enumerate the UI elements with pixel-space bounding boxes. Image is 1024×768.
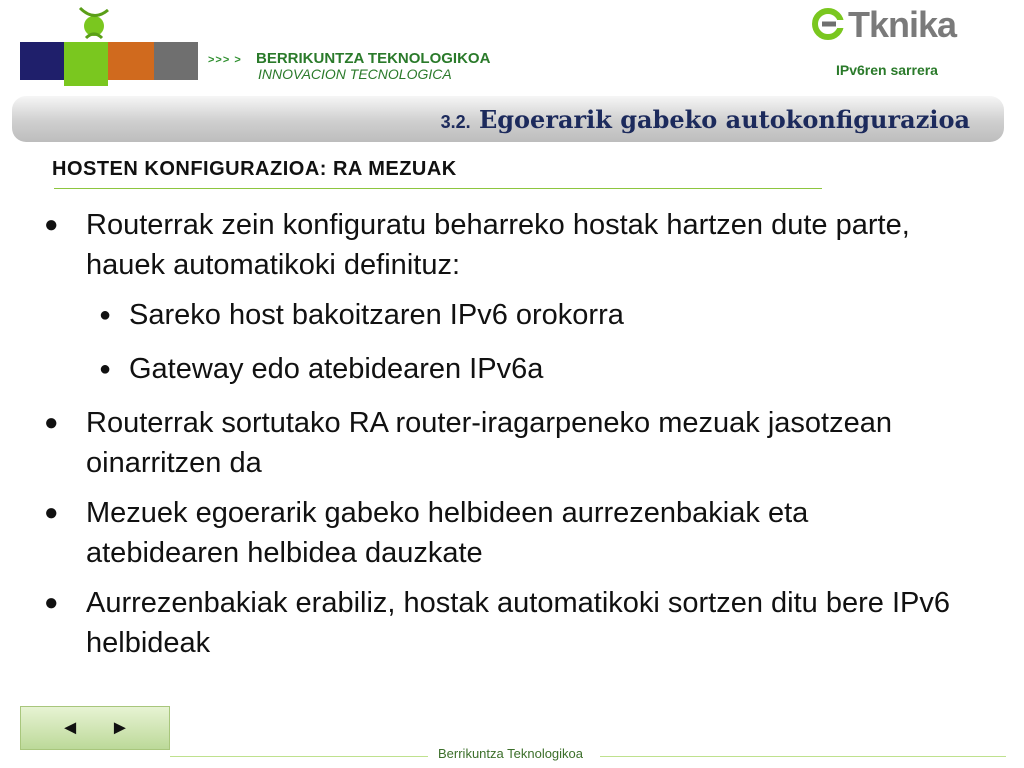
topic-label: IPv6ren sarrera <box>836 62 938 78</box>
bullet-text: Routerrak zein konfiguratu beharreko hostak hartzen dute parte, hauek automatikoki definituz: <box>86 209 910 281</box>
bullet-dot-icon: ● <box>44 211 59 238</box>
tknika-logo-icon <box>812 8 848 40</box>
header-title-spanish: INNOVACION TECNOLOGICA <box>258 66 452 82</box>
header-square-navy <box>20 42 64 80</box>
bullet-dot-icon: ● <box>99 304 112 326</box>
sub-bullet-text: Sareko host bakoitzaren IPv6 orokorra <box>129 299 624 331</box>
slide-title-text: Egoerarik gabeko autokonfigurazioa <box>478 105 970 134</box>
frog-logo-icon <box>74 4 114 44</box>
sub-bullet-item <box>44 295 964 335</box>
bullet-item <box>44 493 964 573</box>
bullet-text: Routerrak sortutako RA router-iragarpeneko mezuak jasotzean oinarritzen da <box>86 407 892 479</box>
header-arrows: >>> > <box>208 54 242 66</box>
slide-navigation <box>20 706 170 750</box>
sub-bullet-item <box>44 349 964 389</box>
bullet-item <box>44 403 964 483</box>
footer-line-left <box>170 756 428 757</box>
slide-content <box>44 205 964 673</box>
bullet-dot-icon: ● <box>44 409 59 436</box>
next-slide-icon[interactable]: ► <box>110 716 130 739</box>
bullet-dot-icon: ● <box>44 499 59 526</box>
bullet-item <box>44 205 964 285</box>
bullet-text: Aurrezenbakiak erabiliz, hostak automatikoki sortzen ditu bere IPv6 helbideak <box>86 587 950 659</box>
prev-slide-icon[interactable]: ◄ <box>60 716 80 739</box>
header-square-green <box>64 42 108 86</box>
header-title-basque: BERRIKUNTZA TEKNOLOGIKOA <box>256 50 491 67</box>
section-underline <box>54 188 822 189</box>
bullet-dot-icon: ● <box>44 589 59 616</box>
section-heading: HOSTEN KONFIGURAZIOA: RA MEZUAK <box>52 158 457 180</box>
header-square-orange <box>108 42 154 80</box>
bullet-item <box>44 583 964 663</box>
bullet-dot-icon: ● <box>99 358 112 380</box>
footer-line-right <box>600 756 1006 757</box>
slide-title <box>441 105 970 134</box>
header-square-gray <box>154 42 198 80</box>
tknika-logo-text: Tknika <box>848 4 957 45</box>
sub-bullet-text: Gateway edo atebidearen IPv6a <box>129 353 544 385</box>
footer-text: Berrikuntza Teknologikoa <box>438 746 584 761</box>
slide-number: 3.2. <box>440 112 471 132</box>
bullet-text: Mezuek egoerarik gabeko helbideen aurrezenbakiak eta atebidearen helbidea dauzkate <box>86 497 809 569</box>
